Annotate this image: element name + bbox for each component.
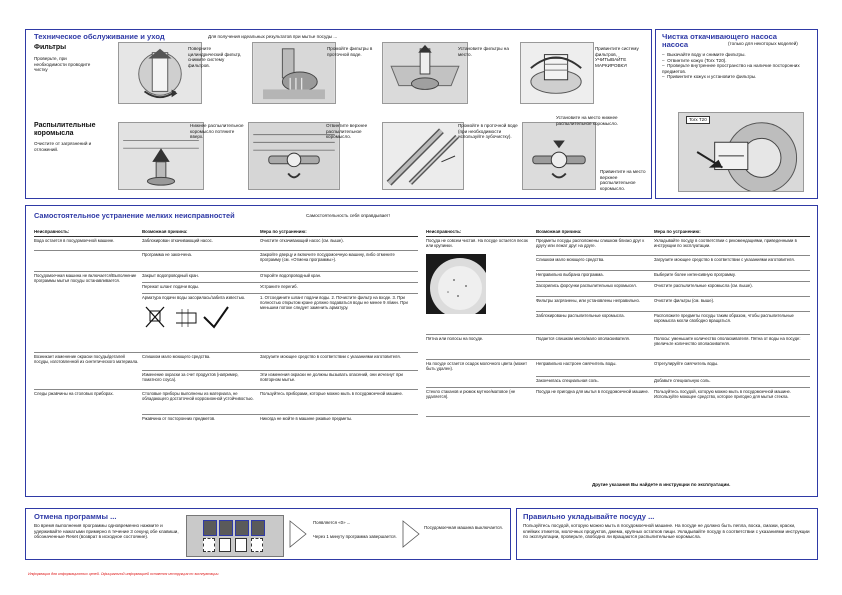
fault-cell <box>426 237 536 335</box>
trouble-title: Самостоятельное устранение мелких неисправностей <box>34 211 235 220</box>
reset-key-top-3 <box>235 520 249 536</box>
disclaimer: Информация для информационных целей. Официальной информацией остается инструкция по эксплуатации. <box>28 572 220 576</box>
table-row <box>426 359 810 376</box>
cause-cell: Слишком мало моющего средства. <box>142 352 260 370</box>
remedy-cell: Откройте водопроводный кран. <box>260 271 418 282</box>
remedy-cell: Очистите откачивающий насос (см. выше). <box>260 237 418 251</box>
cause-cell: Закрыт водопроводный кран. <box>142 271 260 282</box>
pump-step: – Проверьте внутреннее пространство на наличие посторонних предметов. <box>662 63 800 74</box>
arm-step-4: Установите на место нижнее распылительное коромысло. <box>556 115 618 126</box>
filters-intro: Проверьте, при необходимости проводите чистку <box>34 56 91 73</box>
filter-illustration-3 <box>382 42 468 104</box>
pump-title-note: (только для некоторых моделей) <box>728 41 798 46</box>
table-header-row <box>426 228 810 237</box>
cause-cell: Слишком мало моющего средства. <box>536 255 654 270</box>
filters-heading: Фильтры <box>34 44 67 51</box>
arm-illustration-4 <box>522 122 596 190</box>
filter-step-3: Установите фильтры на место. <box>458 46 509 57</box>
cause-cell: Фильтры загрязнены, или установлены неправильно. <box>536 296 654 311</box>
arrow-right-icon <box>401 519 421 549</box>
reset-key-bottom-3 <box>235 538 247 552</box>
table-row <box>34 389 418 414</box>
cause-cell: Неправильно настроен смягчитель воды. <box>536 359 654 376</box>
trouble-table-right <box>426 228 810 417</box>
fault-cell: На посуде остается осадок молочного цвета (может быть удален). <box>426 359 536 387</box>
cause-cell: Заблокирован откачивающий насос. <box>142 237 260 251</box>
dirty-plate-icon <box>426 254 486 314</box>
cancel-step-2: Через 1 минуту программа завершается. <box>313 534 397 539</box>
pump-step-3: Проверьте внутреннее пространство на наличие посторонних предметов. <box>662 63 800 74</box>
pump-step-2: Отвинтите кожух (Torx T20). <box>667 57 727 63</box>
pump-title: Чистка откачивающего насоса <box>662 32 777 41</box>
remedy-cell: Закройте дверцу и включите посудомоечную машину, либо отмените программу (см. «Отмена программы»). <box>260 250 418 271</box>
remedy-cell: Загрузите моющее средство в соответствии с указаниями изготовителя. <box>654 255 810 270</box>
cause-cell: Столовые приборы выполнены из материала, не обладающего достаточной коррозионной устойчивостью. <box>142 389 260 414</box>
cause-cell: Изменение окраски за счет продуктов (например, томатного соуса). <box>142 370 260 389</box>
remedy-cell: Расположите предметы посуды таким образом, чтобы распылительные коромысла могли свободно вращаться. <box>654 311 810 334</box>
header-remedy: Мера по устранению: <box>654 228 810 237</box>
table-row <box>34 271 418 282</box>
header-remedy: Мера по устранению: <box>260 228 418 237</box>
arm-step-2: Отвинтите верхнее распылительное коромысло. <box>326 123 368 140</box>
torx-label: Torx T20 <box>686 116 710 124</box>
fault-cell: Стекло стаканов и рюмок мутное/матовое (не удаляется). <box>426 387 536 416</box>
care-subtitle: Для получения идеальных результатов при мытье посуды ... <box>208 34 338 39</box>
control-panel-illustration <box>186 515 284 557</box>
cause-cell <box>142 293 260 352</box>
table-row <box>426 237 810 256</box>
remedy-cell: Укладывайте посуду в соответствии с рекомендациями, приведенными в инструкции по эксплуатации. <box>654 237 810 256</box>
loading-text: Пользуйтесь посудой, которую можно мыть в посудомоечной машине. На посуде не должно быть пепла, воска, смазки, краски, клейких этикеток, молочных продуктов, джема, крупных остатков пищи. Укладывайте посуду в соответствии с указаниями инструкции по эксплуатации, проверьте, свободно ли вращаются распылительные коромысла. <box>523 523 810 540</box>
reset-key-top-1 <box>203 520 217 536</box>
cause-cell: Подается слишком много/мало ополаскивателя. <box>536 334 654 359</box>
trouble-subtitle: Самостоятельность себя оправдывает! <box>306 213 391 218</box>
pump-title-line2: насоса <box>662 40 689 49</box>
remedy-cell: Загрузите моющее средство в соответствии с указаниями изготовителя. <box>260 352 418 370</box>
reset-key-top-4 <box>251 520 265 536</box>
troubleshooting-panel <box>25 205 818 497</box>
filter-illustration-2 <box>252 42 336 104</box>
remedy-cell: Эти изменения окраски не должны вызывать опасений, они исчезнут при повторном мытье. <box>260 370 418 389</box>
pump-step-4: Привинтите кожух и установите фильтры. <box>667 74 757 80</box>
header-cause: Возможная причина: <box>536 228 654 237</box>
pump-panel <box>655 29 818 199</box>
filter-illustration-4 <box>520 42 594 104</box>
cause-cell: Предметы посуды расположены слишком близко друг к другу или лежат друг на друге. <box>536 237 654 256</box>
fault-cell: Вода остается в посудомоечной машине. <box>34 237 142 251</box>
pump-illustration <box>678 112 804 192</box>
pump-step: – Выкачайте воду и снимите фильтры. <box>662 52 746 57</box>
pump-steps <box>662 52 812 80</box>
pump-step: – Привинтите кожух и установите фильтры. <box>662 74 757 80</box>
arms-heading: Распылительные коромысла <box>34 122 96 137</box>
arm-illustration-3 <box>382 122 464 190</box>
cancel-title: Отмена программы ... <box>34 512 117 521</box>
remedy-cell: 1. Отсоедините шланг подачи воды. 2. Почистите фильтр на входе. 3. При полностью открытом кране должно подаваться воды не менее 9 л/мин. При меньшем потоке следует заменить арматуру. <box>260 293 418 352</box>
table-row <box>426 334 810 359</box>
filter-step-4: Привинтите систему фильтров, УЧИТЫВАЙТЕ МАРКИРОВКУ! <box>595 46 639 68</box>
remedy-cell: Отрегулируйте смягчитель воды. <box>654 359 810 376</box>
fault-text: Посуда не совсем чистая. На посуде остается песок или крупинки. <box>426 237 528 248</box>
remedy-cell: Очистите распылительные коромысла (см. выше). <box>654 281 810 296</box>
fault-cell: Посудомоечная машина не включается/Выполнение программы мытья посуды останавливается. <box>34 271 142 352</box>
table-row <box>34 237 418 251</box>
cause-cell: Пережат шланг подачи воды. <box>142 282 260 293</box>
reset-key-bottom-4 <box>251 538 263 552</box>
cause-cell: Заблокированы распылительные коромысла. <box>536 311 654 334</box>
fault-cell: Пятна или полосы на посуде. <box>426 334 536 359</box>
header-cause: Возможная причина: <box>142 228 260 237</box>
cancel-panel <box>25 508 511 560</box>
remedy-cell: Пользуйтесь посудой, которую можно мыть в посудомоечной машине. Используйте моющее средство, которое пригодно для мытья стекла. <box>654 387 810 416</box>
cancel-text: Во время выполнения программы одновременно нажмите и удерживайте нажатыми примерно в течение 3 секунд обе клавиши, обозначенные Reset (возврат в исходное состояние). <box>34 523 179 540</box>
cancel-step-3: Посудомоечная машина выключается. <box>424 525 503 530</box>
arm-step-5: Привинтите на место верхнее распылительное коромысло. <box>600 169 646 191</box>
cause-cell: Посуда не пригодна для мытья в посудомоечной машине. <box>536 387 654 416</box>
cause-cell: Засорились форсунки распылительных коромысел. <box>536 281 654 296</box>
fault-cell: Возникает изменение окраски посуды/деталей посуды, изготовленной из синтетического материала. <box>34 352 142 389</box>
remedy-cell: Полосы: уменьшите количество ополаскивателя. Пятна от воды на посуде: увеличьте количество ополаскивателя. <box>654 334 810 359</box>
remedy-cell: Никогда не мойте в машине ржавые предметы. <box>260 415 353 421</box>
reset-key-top-2 <box>219 520 233 536</box>
arm-step-3: Промойте в проточной воде (при необходимости используйте зубочистку). <box>458 123 518 140</box>
remedy-cell: Выберите более интенсивную программу. <box>654 270 810 281</box>
filter-step-2: Промойте фильтры в проточной воде. <box>327 46 373 57</box>
loading-panel <box>516 508 818 560</box>
cause-cell: Ржавчина от посторонних предметов. <box>142 415 216 421</box>
care-panel <box>25 29 652 199</box>
remedy-cell: Добавьте специальную соль. <box>654 376 810 387</box>
care-title: Техническое обслуживание и уход <box>34 32 165 41</box>
loading-title: Правильно укладывайте посуду ... <box>523 512 655 521</box>
remedy-cell: Пользуйтесь приборами, которые можно мыть в посудомоечной машине. <box>260 389 418 414</box>
header-fault: Неисправность: <box>34 228 142 237</box>
reset-key-bottom-2 <box>219 538 231 552</box>
trouble-footer: Другие указания Вы найдете в инструкции по эксплуатации. <box>592 482 731 487</box>
reset-key-bottom-1 <box>203 538 215 552</box>
pump-step: – Отвинтите кожух (Torx T20). <box>662 57 727 63</box>
table-row <box>426 387 810 416</box>
cancel-step-1: Появляется «0» ... <box>313 520 351 525</box>
trouble-table-left <box>34 228 418 429</box>
arms-intro: Очистите от загрязнений и отложений. <box>34 141 92 152</box>
arm-step-1: Нижнее распылительное коромысло потяните вверх. <box>190 123 244 140</box>
filter-step-1: Поверните цилиндрический фильтр, снимите систему фильтров. <box>188 46 242 68</box>
fault-cell: Следы ржавчины на столовых приборах. <box>34 390 114 396</box>
header-fault: Неисправность: <box>426 228 536 237</box>
table-row <box>34 250 418 271</box>
table-header-row <box>34 228 418 237</box>
cause-cell: Неправильно выбрана программа. <box>536 270 654 281</box>
arrow-right-icon <box>288 519 308 549</box>
fault-cell <box>34 250 142 271</box>
remedy-cell: Устраните перегиб. <box>260 282 418 293</box>
pump-step-1: Выкачайте воду и снимите фильтры. <box>667 52 746 57</box>
cause-cell: Закончилась специальная соль. <box>536 376 654 387</box>
table-row <box>34 352 418 370</box>
cause-cell: Программа не закончена. <box>142 250 260 271</box>
inlet-filter-icon <box>142 303 232 331</box>
remedy-cell: Очистите фильтры (см. выше). <box>654 296 810 311</box>
cause-text: Арматура подачи воды засорилась/забита известью. <box>142 294 246 300</box>
